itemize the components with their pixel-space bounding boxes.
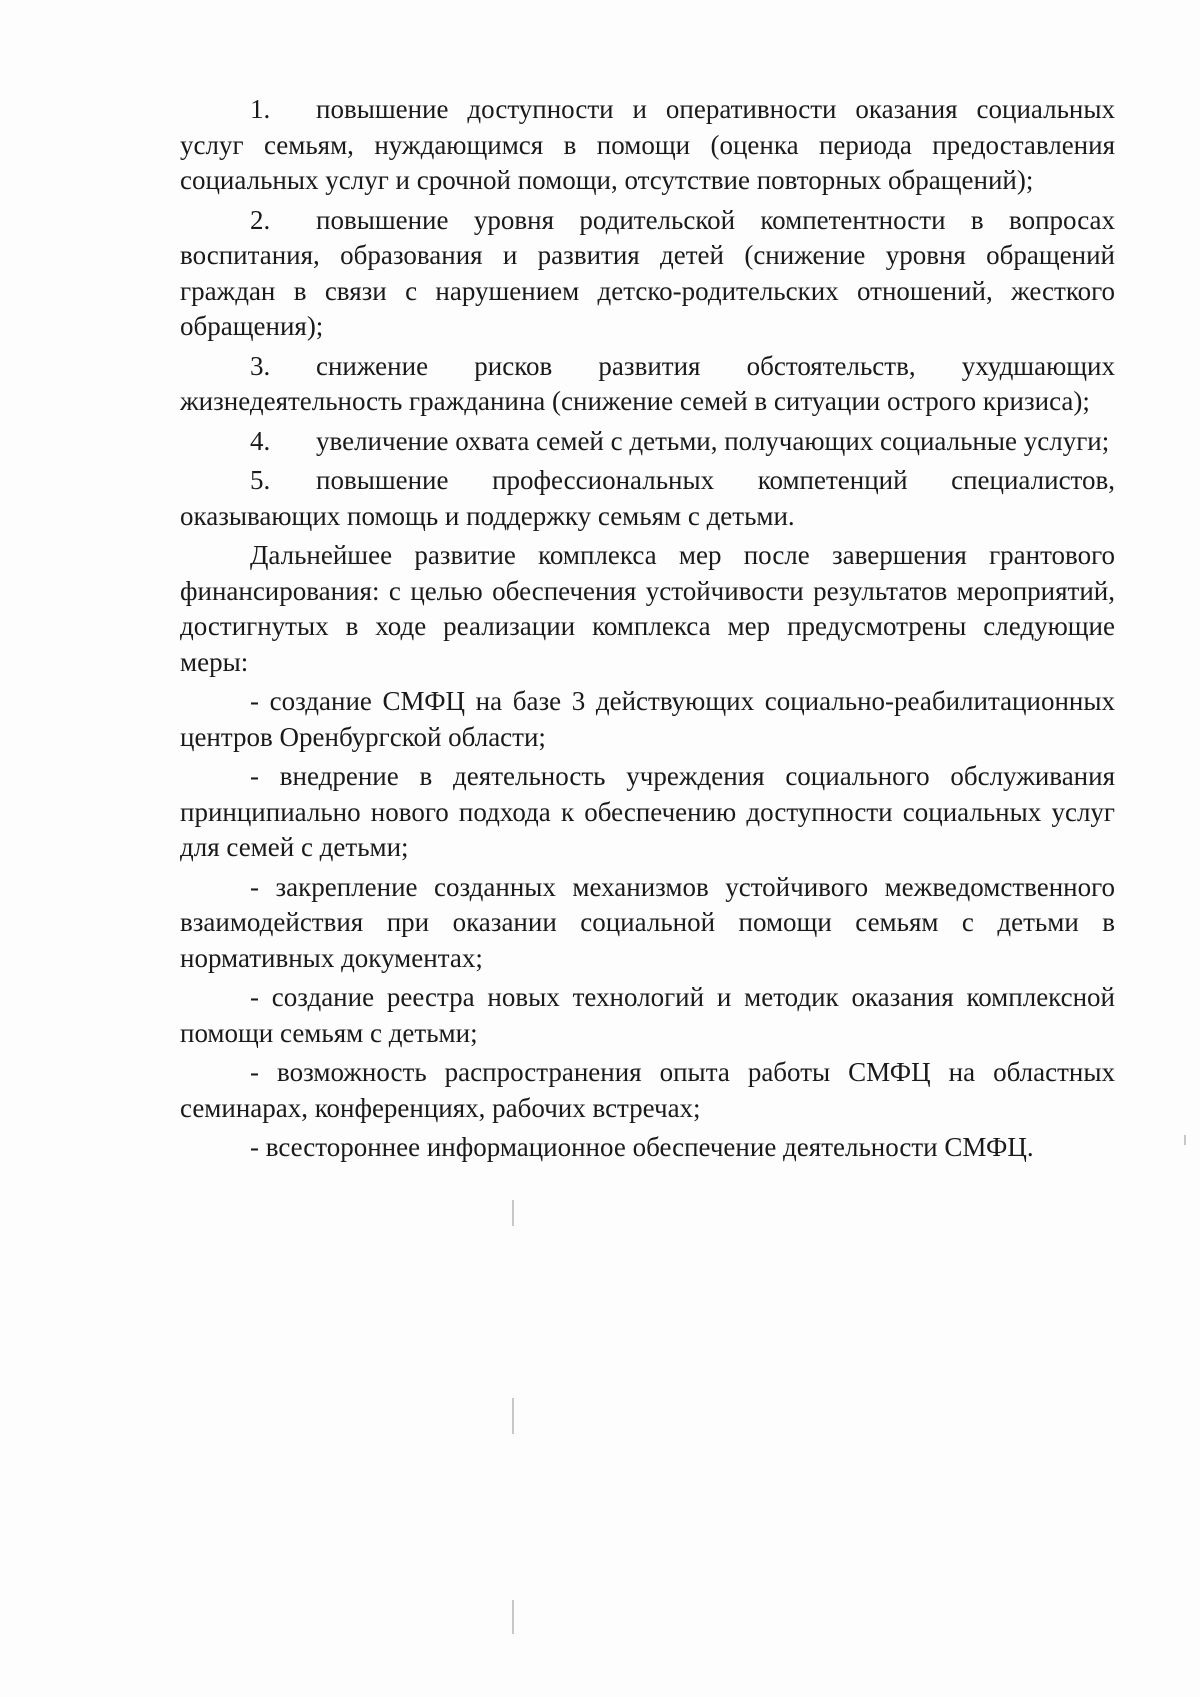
- result-number: 1.: [250, 94, 271, 124]
- measure-item-2: - внедрение в деятельность учреждения социального обслуживания принципиально нового подхода к обеспечению доступности социальных услуг для семей с детьми;: [180, 761, 1115, 862]
- measure-item-6: - всестороннее информационное обеспечение деятельности СМФЦ.: [250, 1132, 1034, 1162]
- scan-artifact: [1184, 1135, 1186, 1145]
- result-text: повышение уровня родительской компетентности в вопросах воспитания, образования и развития детей (снижение уровня обращений граждан в связи с нарушением детско-родительских отношений, жесткого обращения);: [180, 204, 1115, 341]
- measure-item-5: - возможность распространения опыта работы СМФЦ на областных семинарах, конференциях, рабочих встречах;: [180, 1057, 1115, 1123]
- measure-item-1: - создание СМФЦ на базе 3 действующих социально-реабилитационных центров Оренбургской области;: [180, 686, 1115, 752]
- scan-artifact: [512, 1398, 514, 1434]
- result-number: 4.: [250, 425, 271, 456]
- result-item-4: [180, 424, 1115, 460]
- result-text: увеличение охвата семей с детьми, получающих социальные услуги;: [316, 425, 1110, 456]
- document-body: [180, 92, 1115, 1170]
- result-text: повышение доступности и оперативности оказания социальных услуг семьям, нуждающимся в помощи (оценка периода предоставления социальных услуг и срочной помощи, отсутствие повторных обращений);: [180, 94, 1115, 195]
- scan-artifact: [512, 1200, 514, 1226]
- result-item-5: [180, 463, 1115, 534]
- result-item-3: [180, 349, 1115, 420]
- measure-item-4: - создание реестра новых технологий и методик оказания комплексной помощи семьям с детьми;: [180, 982, 1115, 1048]
- result-text: снижение рисков развития обстоятельств, ухудшающих жизнедеятельность гражданина (снижение семей в ситуации острого кризиса);: [180, 350, 1115, 416]
- scan-artifact: [512, 1600, 514, 1634]
- result-text: повышение профессиональных компетенций специалистов, оказывающих помощь и поддержку семьям с детьми.: [180, 465, 1115, 531]
- result-item-1: [180, 92, 1115, 199]
- result-number: 5.: [250, 465, 271, 495]
- result-number: 3.: [250, 350, 271, 381]
- result-number: 2.: [250, 204, 271, 235]
- measure-item-3: - закрепление созданных механизмов устойчивого межведомственного взаимодействия при оказании социальной помощи семьям с детьми в нормативных документах;: [180, 871, 1115, 973]
- result-item-2: [180, 203, 1115, 345]
- development-paragraph: Дальнейшее развитие комплекса мер после завершения грантового финансирования: с целью обеспечения устойчивости результатов мероприятий, достигнутых в ходе реализации комплекса мер предусмотрены следующие меры:: [180, 540, 1115, 677]
